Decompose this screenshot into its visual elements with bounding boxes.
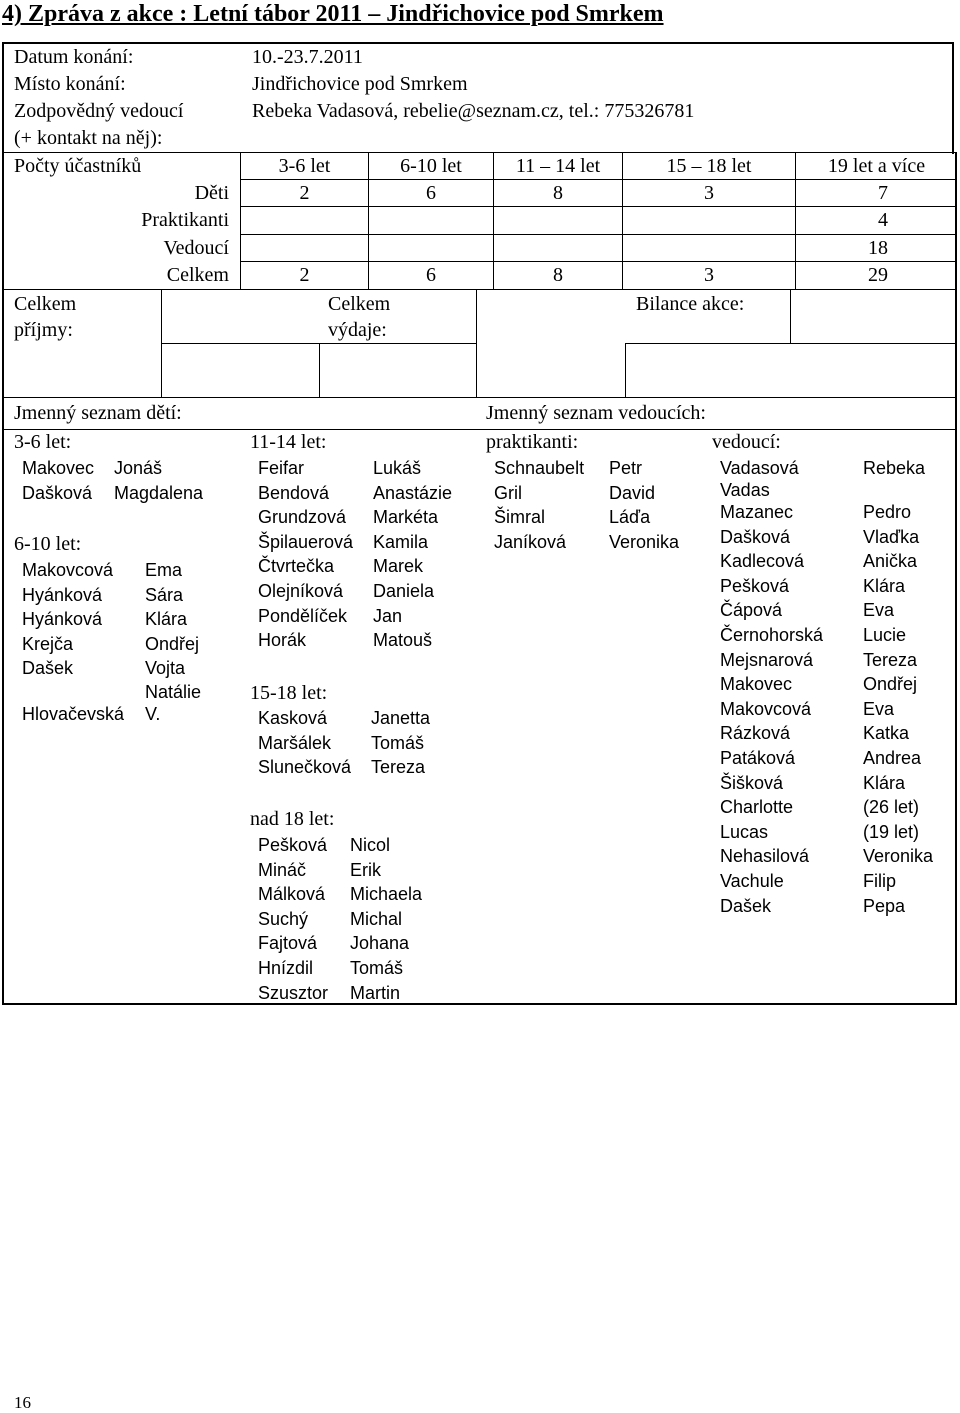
list-item: Vadas bbox=[720, 480, 770, 500]
group-label-3-6: 3-6 let: bbox=[14, 431, 72, 453]
list-item: Makovec bbox=[22, 458, 95, 478]
list-item: Klára bbox=[863, 772, 906, 793]
leader-value: Rebeka Vadasová, rebelie@seznam.cz, tel.: 775326781 bbox=[252, 100, 695, 122]
age-group-header: 19 let a více bbox=[827, 155, 926, 177]
list-item: Anastázie bbox=[373, 482, 453, 503]
list-item: Makovec bbox=[720, 674, 793, 695]
list-item: Martin bbox=[350, 982, 401, 1003]
list-item: Matouš bbox=[373, 630, 433, 651]
list-3-6-names bbox=[114, 456, 203, 505]
list-item: V. bbox=[145, 704, 161, 724]
list-item: Rebeka bbox=[863, 458, 926, 478]
list-18-plus-names bbox=[350, 833, 422, 1005]
list-item: Dašková bbox=[720, 526, 791, 547]
list-item: Bendová bbox=[258, 482, 330, 503]
counts-row-label: Praktikanti bbox=[141, 209, 229, 231]
count-cell: 18 bbox=[868, 237, 888, 259]
list-item: Pondělíček bbox=[258, 605, 348, 626]
list-item: Špilauerová bbox=[258, 531, 354, 552]
list-item: Černohorská bbox=[720, 624, 824, 645]
list-item: Natálie bbox=[145, 682, 202, 702]
count-cell: 2 bbox=[299, 182, 310, 204]
count-cell: 7 bbox=[878, 182, 888, 204]
list-item: Mazanec bbox=[720, 502, 794, 522]
group-label-6-10: 6-10 let: bbox=[14, 533, 82, 555]
list-item: Filip bbox=[863, 870, 897, 891]
list-item: Feifar bbox=[258, 458, 305, 478]
list-item: Čápová bbox=[720, 600, 783, 621]
list-item: Janíková bbox=[494, 531, 567, 552]
list-item: Láďa bbox=[609, 507, 651, 528]
list-item: Charlotte bbox=[720, 797, 794, 818]
list-item: Šišková bbox=[720, 772, 784, 793]
list-item: (19 let) bbox=[863, 821, 920, 842]
list-item: Čtvrtečka bbox=[258, 556, 335, 577]
list-item: Dašek bbox=[720, 895, 772, 916]
list-item: Veronika bbox=[863, 846, 934, 867]
age-group-header: 6-10 let bbox=[400, 155, 462, 177]
count-cell: 4 bbox=[878, 209, 888, 231]
list-item: Klára bbox=[863, 575, 906, 596]
page-number: 16 bbox=[14, 1393, 31, 1412]
list-item: Eva bbox=[863, 698, 895, 719]
counts-label: Počty účastníků bbox=[14, 155, 142, 177]
list-item: Daniela bbox=[373, 580, 435, 601]
list-item: Szusztor bbox=[258, 982, 329, 1003]
list-item: Lukáš bbox=[373, 458, 422, 478]
list-item: Dašek bbox=[22, 658, 74, 679]
list-item: Jan bbox=[373, 605, 403, 626]
group-label-18-plus: nad 18 let: bbox=[250, 808, 335, 830]
list-item: Tomáš bbox=[350, 957, 404, 978]
list-item: Magdalena bbox=[114, 482, 204, 503]
list-item: Vadasová bbox=[720, 458, 799, 478]
balance-label: Bilance akce: bbox=[636, 293, 745, 315]
leader-label: Zodpovědný vedoucí bbox=[14, 100, 184, 122]
list-item: Málková bbox=[258, 884, 326, 905]
trainees-label: praktikanti: bbox=[486, 431, 579, 453]
list-item: Hyánková bbox=[22, 584, 103, 605]
list-15-18-surnames bbox=[258, 706, 351, 780]
list-6-10-surnames bbox=[22, 558, 113, 681]
list-trainees-names bbox=[609, 456, 679, 554]
list-item: David bbox=[609, 482, 656, 503]
list-item: Olejníková bbox=[258, 580, 344, 601]
list-item: Nicol bbox=[350, 835, 391, 855]
list-item: Jonáš bbox=[114, 458, 163, 478]
list-3-6-surnames bbox=[22, 456, 94, 505]
expense-label: Celkem bbox=[328, 293, 391, 315]
list-item: Anička bbox=[863, 551, 918, 572]
counts-row-label: Děti bbox=[194, 182, 229, 204]
list-item: Johana bbox=[350, 933, 410, 954]
list-item: Maršálek bbox=[258, 732, 332, 753]
list-item: Rázková bbox=[720, 723, 791, 744]
list-item: Krejča bbox=[22, 633, 74, 654]
counts-row-label: Vedoucí bbox=[163, 237, 229, 259]
count-cell: 8 bbox=[553, 264, 563, 286]
list-item: Fajtová bbox=[258, 933, 318, 954]
list-item: Ema bbox=[145, 560, 183, 580]
list-item: Kasková bbox=[258, 708, 328, 728]
count-cell: 6 bbox=[426, 182, 436, 204]
list-item: Janetta bbox=[371, 708, 431, 728]
list-item: Veronika bbox=[609, 531, 680, 552]
list-item: Marek bbox=[373, 556, 424, 577]
list-leaders-surnames bbox=[720, 500, 823, 918]
list-item: Michal bbox=[350, 908, 403, 929]
list-item: Tereza bbox=[863, 649, 918, 670]
list-leaders-names bbox=[863, 500, 933, 918]
list-item: Sára bbox=[145, 584, 184, 605]
list-item: Mináč bbox=[258, 859, 307, 880]
list-item: Dašková bbox=[22, 482, 93, 503]
list-item: Slunečková bbox=[258, 757, 352, 778]
staff-list-heading: Jmenný seznam vedoucích: bbox=[486, 402, 706, 424]
list-item: Michaela bbox=[350, 884, 423, 905]
income-label: Celkem bbox=[14, 293, 77, 315]
list-item: Makovcová bbox=[720, 698, 812, 719]
count-cell: 29 bbox=[868, 264, 888, 286]
list-item: Suchý bbox=[258, 908, 309, 929]
count-cell: 2 bbox=[299, 264, 310, 286]
list-item: Pešková bbox=[258, 835, 328, 855]
list-item: Patáková bbox=[720, 747, 796, 768]
list-item: Šimral bbox=[494, 507, 546, 528]
list-item: Hlovačevská bbox=[22, 704, 125, 724]
list-item: Lucie bbox=[863, 624, 907, 645]
list-item: Ondřej bbox=[145, 633, 200, 654]
list-item: Vlaďka bbox=[863, 526, 920, 547]
list-6-10-names bbox=[145, 558, 199, 681]
age-group-header: 15 – 18 let bbox=[666, 155, 752, 177]
leaders-label: vedoucí: bbox=[712, 431, 781, 453]
count-cell: 3 bbox=[704, 182, 714, 204]
date-label: Datum konání: bbox=[14, 46, 134, 68]
income-label-2: příjmy: bbox=[14, 319, 73, 341]
list-item: Tereza bbox=[371, 757, 426, 778]
date-value: 10.-23.7.2011 bbox=[252, 46, 363, 68]
list-item: Ondřej bbox=[863, 674, 918, 695]
list-item: Hyánková bbox=[22, 609, 103, 630]
count-cell: 8 bbox=[553, 182, 563, 204]
list-item: Nehasilová bbox=[720, 846, 810, 867]
page-title: 4) Zpráva z akce : Letní tábor 2011 – Jindřichovice pod Smrkem bbox=[2, 1, 664, 27]
list-item: Hnízdil bbox=[258, 957, 314, 978]
list-item: (26 let) bbox=[863, 797, 920, 818]
list-item: Markéta bbox=[373, 507, 439, 528]
list-item: Petr bbox=[609, 458, 643, 478]
list-item: Kadlecová bbox=[720, 551, 805, 572]
group-label-15-18: 15-18 let: bbox=[250, 682, 328, 704]
list-item: Vojta bbox=[145, 658, 186, 679]
list-item: Erik bbox=[350, 859, 381, 880]
count-cell: 6 bbox=[426, 264, 436, 286]
list-item: Schnaubelt bbox=[494, 458, 585, 478]
list-item: Gril bbox=[494, 482, 522, 503]
counts-row-label: Celkem bbox=[166, 264, 229, 286]
list-trainees-surnames bbox=[494, 456, 584, 554]
leader-label-contact: (+ kontakt na něj): bbox=[14, 127, 163, 149]
count-cell: 3 bbox=[704, 264, 714, 286]
list-item: Mejsnarová bbox=[720, 649, 814, 670]
list-item: Lucas bbox=[720, 821, 769, 842]
list-11-14-names bbox=[373, 456, 452, 653]
list-item: Pedro bbox=[863, 502, 912, 522]
list-item: Vachule bbox=[720, 870, 784, 891]
list-item: Tomáš bbox=[371, 732, 425, 753]
place-value: Jindřichovice pod Smrkem bbox=[252, 73, 468, 95]
group-label-11-14: 11-14 let: bbox=[250, 431, 327, 453]
list-item: Pepa bbox=[863, 895, 906, 916]
list-15-18-names bbox=[371, 706, 430, 780]
children-list-heading: Jmenný seznam dětí: bbox=[14, 402, 182, 424]
list-item: Pešková bbox=[720, 575, 790, 596]
list-item: Andrea bbox=[863, 747, 922, 768]
list-item: Katka bbox=[863, 723, 910, 744]
list-item: Grundzová bbox=[258, 507, 347, 528]
place-label: Místo konání: bbox=[14, 73, 126, 95]
list-item: Makovcová bbox=[22, 560, 114, 580]
age-group-header: 11 – 14 let bbox=[515, 155, 601, 177]
list-11-14-surnames bbox=[258, 456, 353, 653]
list-item: Kamila bbox=[373, 531, 429, 552]
list-item: Klára bbox=[145, 609, 188, 630]
list-18-plus-surnames bbox=[258, 833, 328, 1005]
expense-label-2: výdaje: bbox=[328, 319, 387, 341]
list-item: Horák bbox=[258, 630, 307, 651]
age-group-header: 3-6 let bbox=[278, 155, 331, 177]
list-item: Eva bbox=[863, 600, 895, 621]
